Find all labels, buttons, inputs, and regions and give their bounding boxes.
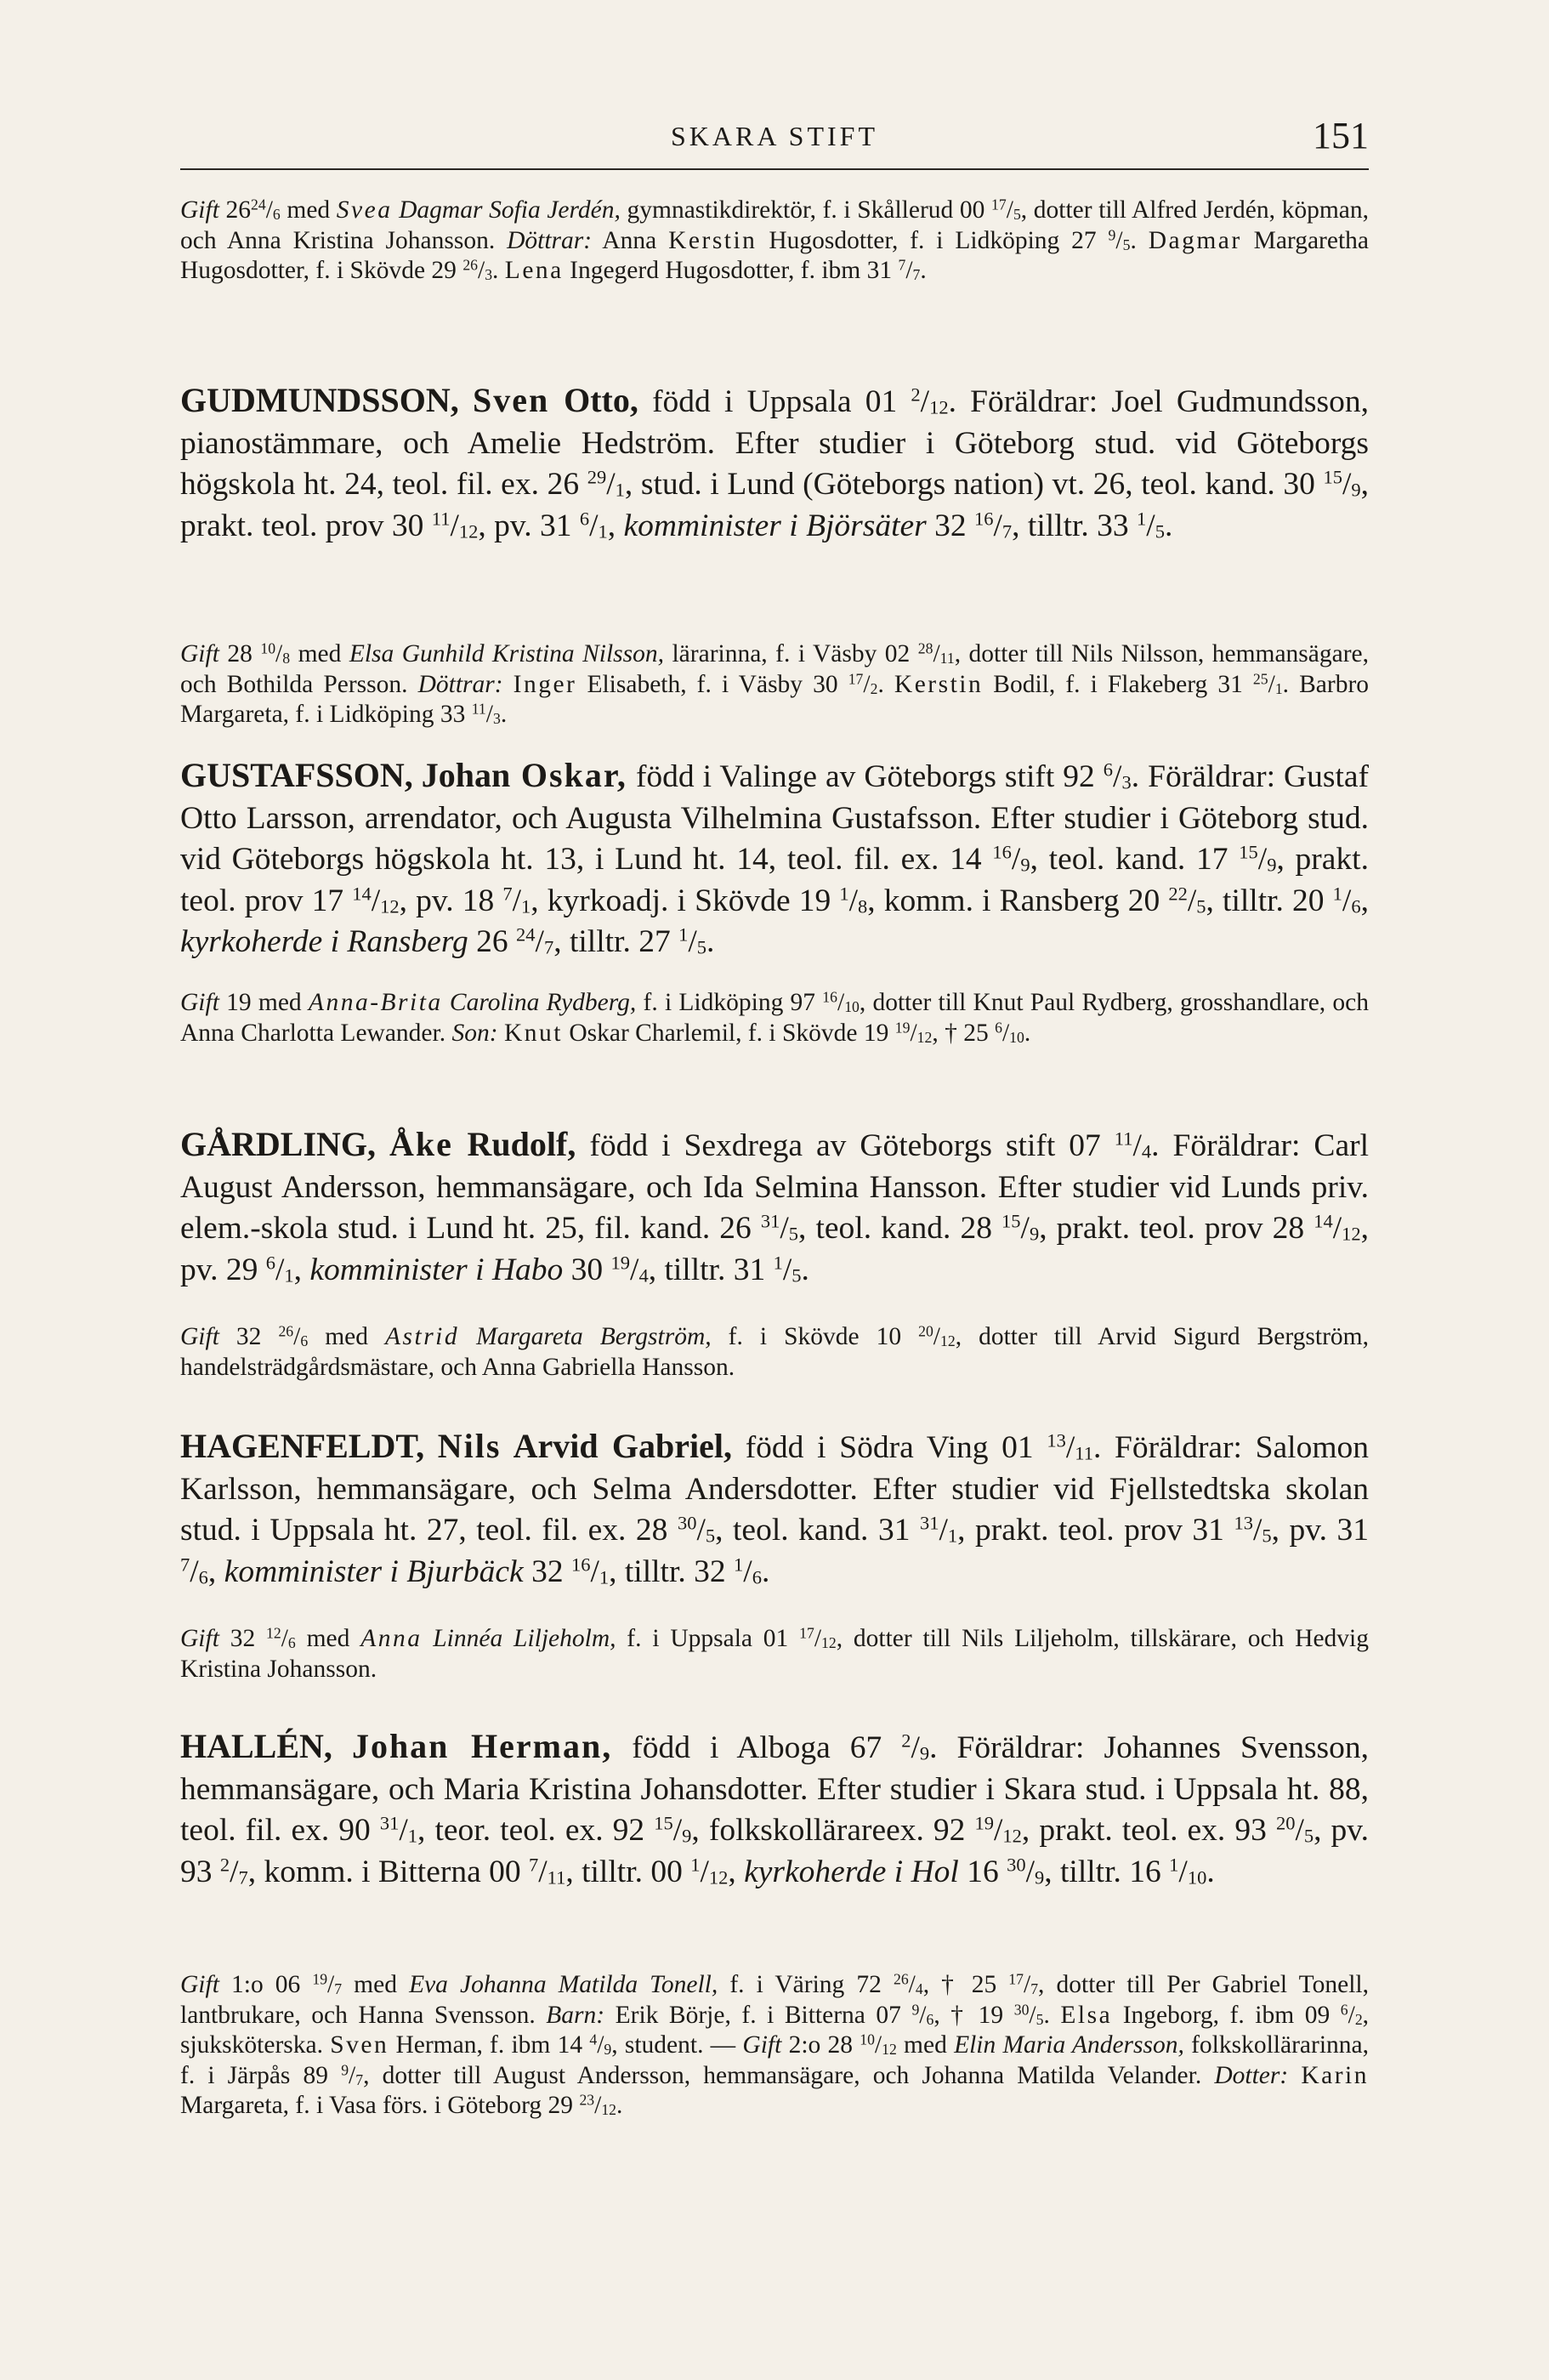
entry-gardling-bio: GÅRDLING, Åke Rudolf, född i Sexdrega av Göteborgs stift 07 $^{11}/_4$. Föräldrar: Carl August Andersson, hemmansägare, och Ida Selmina Hansson. Efter studier vid Lunds priv. elem.-skola stud. i Lund ht. 25, fil. kand. 26 $^{31}/_5$, teol. kand. 28 $^{15}/_9$, prakt. teol. prov 28 $^{14}/_{12}$, pv. 29 $^6/_1$, komminister i Habo 30 $^{19}/_4$, tilltr. 31 $^1/_5$.: [180, 1125, 1369, 1287]
entry-gustafsson-marriage: Gift 19 med Anna-Brita Carolina Rydberg, f. i Lidköping 97 $^{16}/_{10}$, dotter till Knut Paul Rydberg, grosshandlare, och Anna Charlotta Lewander. Son: Knut Oskar Charlemil, f. i Skövde 19 $^{19}/_{12}$, † 25 $^6/_{10}$.: [180, 988, 1370, 1047]
entry-hagenfeldt-marriage: Gift 32 $^{12}/_6$ med Anna Linnéa Liljeholm, f. i Uppsala 01 $^{17}/_{12}$, dotter till Nils Liljeholm, tillskärare, och Hedvig Kristina Johansson.: [180, 1624, 1369, 1683]
entry-surname: HAGENFELDT,: [180, 1427, 425, 1465]
entry-surname: GÅRDLING,: [180, 1125, 377, 1163]
page-number: 151: [1313, 115, 1369, 156]
entry-hallen-marriage: Gift 1:o 06 $^{19}/_7$ med Eva Johanna Matilda Tonell, f. i Väring 72 $^{26}/_4$, † 25 $^{17}/_7$, dotter till Per Gabriel Tonell, lantbrukare, och Hanna Svensson. Barn: Erik Börje, f. i Bitterna 07 $^9/_6$, † 19 $^{30}/_5$. Elsa Ingeborg, f. ibm 09 $^6/_2$, sjuksköterska. Sven Herman, f. ibm 14 $^4/_9$, student. — Gift 2:o 28 $^{10}/_{12}$ med Elin Maria Andersson, folkskollärarinna, f. i Järpås 89 $^9/_7$, dotter till August Andersson, hemmansägare, och Johanna Matilda Velander. Dotter: Karin Margareta, f. i Vasa förs. i Göteborg 29 $^{23}/_{12}$.: [180, 1970, 1370, 2119]
entry-gudmundsson-bio: GUDMUNDSSON, Sven Otto, född i Uppsala 01 $^2/_{12}$. Föräldrar: Joel Gudmundsson, pianostämmare, och Amelie Hedström. Efter studier i Göteborg stud. vid Göteborgs högskola ht. 24, teol. fil. ex. 26 $^{29}/_1$, stud. i Lund (Göteborgs nation) vt. 26, teol. kand. 30 $^{15}/_9$, prakt. teol. prov 30 $^{11}/_{12}$, pv. 31 $^6/_1$, komminister i Björsäter 32 $^{16}/_7$, tilltr. 33 $^1/_5$.: [180, 381, 1370, 543]
entry-surname: GUSTAFSSON,: [180, 756, 413, 794]
running-head: [180, 109, 1369, 160]
entry-surname: HALLÉN,: [180, 1727, 332, 1765]
entry-gudmundsson-marriage: Gift 28 $^{10}/_8$ med Elsa Gunhild Kristina Nilsson, lärarinna, f. i Väsby 02 $^{28}/_{11}$, dotter till Nils Nilsson, hemmansägare, och Bothilda Persson. Döttrar: Inger Elisabeth, f. i Väsby 30 $^{17}/_2$. Kerstin Bodil, f. i Flakeberg 31 $^{25}/_1$. Barbro Margareta, f. i Lidköping 33 $^{11}/_3$.: [180, 639, 1370, 728]
marriage-continued: Gift $26^{24}/_6$ med Svea Dagmar Sofia Jerdén, gymnastikdirektör, f. i Skållerud 00 $^{17}/_5$, dotter till Alfred Jerdén, köpman, och Anna Kristina Johansson. Döttrar: Anna Kerstin Hugosdotter, f. i Lidköping 27 $^9/_5$. Dagmar Margaretha Hugosdotter, f. i Skövde 29 $^{26}/_3$. Lena Ingegerd Hugosdotter, f. ibm 31 $^7/_7$.: [180, 196, 1370, 284]
entry-surname: GUDMUNDSSON,: [180, 381, 459, 419]
entry-hagenfeldt-bio: HAGENFELDT, Nils Arvid Gabriel, född i Södra Ving 01 $^{13}/_{11}$. Föräldrar: Salomon Karlsson, hemmansägare, och Selma Andersdotter. Efter studier vid Fjellstedtska skolan stud. i Uppsala ht. 27, teol. fil. ex. 28 $^{30}/_5$, teol. kand. 31 $^{31}/_1$, prakt. teol. prov 31 $^{13}/_5$, pv. 31 $^7/_6$, komminister i Bjurbäck 32 $^{16}/_1$, tilltr. 32 $^1/_6$.: [180, 1427, 1370, 1589]
entry-hallen-bio: HALLÉN, Johan Herman, född i Alboga 67 $^2/_9$. Föräldrar: Johannes Svensson, hemmansägare, och Maria Kristina Johansdotter. Efter studier i Skara stud. i Uppsala ht. 88, teol. fil. ex. 90 $^{31}/_1$, teor. teol. ex. 92 $^{15}/_9$, folkskollärareex. 92 $^{19}/_{12}$, prakt. teol. ex. 93 $^{20}/_5$, pv. 93 $^2/_7$, komm. i Bitterna 00 $^7/_{11}$, tilltr. 00 $^1/_{12}$, kyrkoherde i Hol 16 $^{30}/_9$, tilltr. 16 $^1/_{10}$.: [180, 1727, 1370, 1889]
header-title: SKARA STIFT: [670, 121, 879, 151]
header-rule: [180, 168, 1369, 170]
entry-gardling-marriage: Gift 32 $^{26}/_6$ med Astrid Margareta Bergström, f. i Skövde 10 $^{20}/_{12}$, dotter till Arvid Sigurd Bergström, handelsträdgårdsmästare, och Anna Gabriella Hansson.: [180, 1322, 1369, 1381]
entry-gustafsson-bio: GUSTAFSSON, Johan Oskar, född i Valinge av Göteborgs stift 92 $^6/_3$. Föräldrar: Gustaf Otto Larsson, arrendator, och Augusta Vilhelmina Gustafsson. Efter studier i Göteborg stud. vid Göteborgs högskola ht. 13, i Lund ht. 14, teol. fil. ex. 14 $^{16}/_9$, teol. kand. 17 $^{15}/_9$, prakt. teol. prov 17 $^{14}/_{12}$, pv. 18 $^7/_1$, kyrkoadj. i Skövde 19 $^1/_8$, komm. i Ransberg 20 $^{22}/_5$, tilltr. 20 $^1/_6$, kyrkoherde i Ransberg 26 $^{24}/_7$, tilltr. 27 $^1/_5$.: [180, 756, 1370, 959]
